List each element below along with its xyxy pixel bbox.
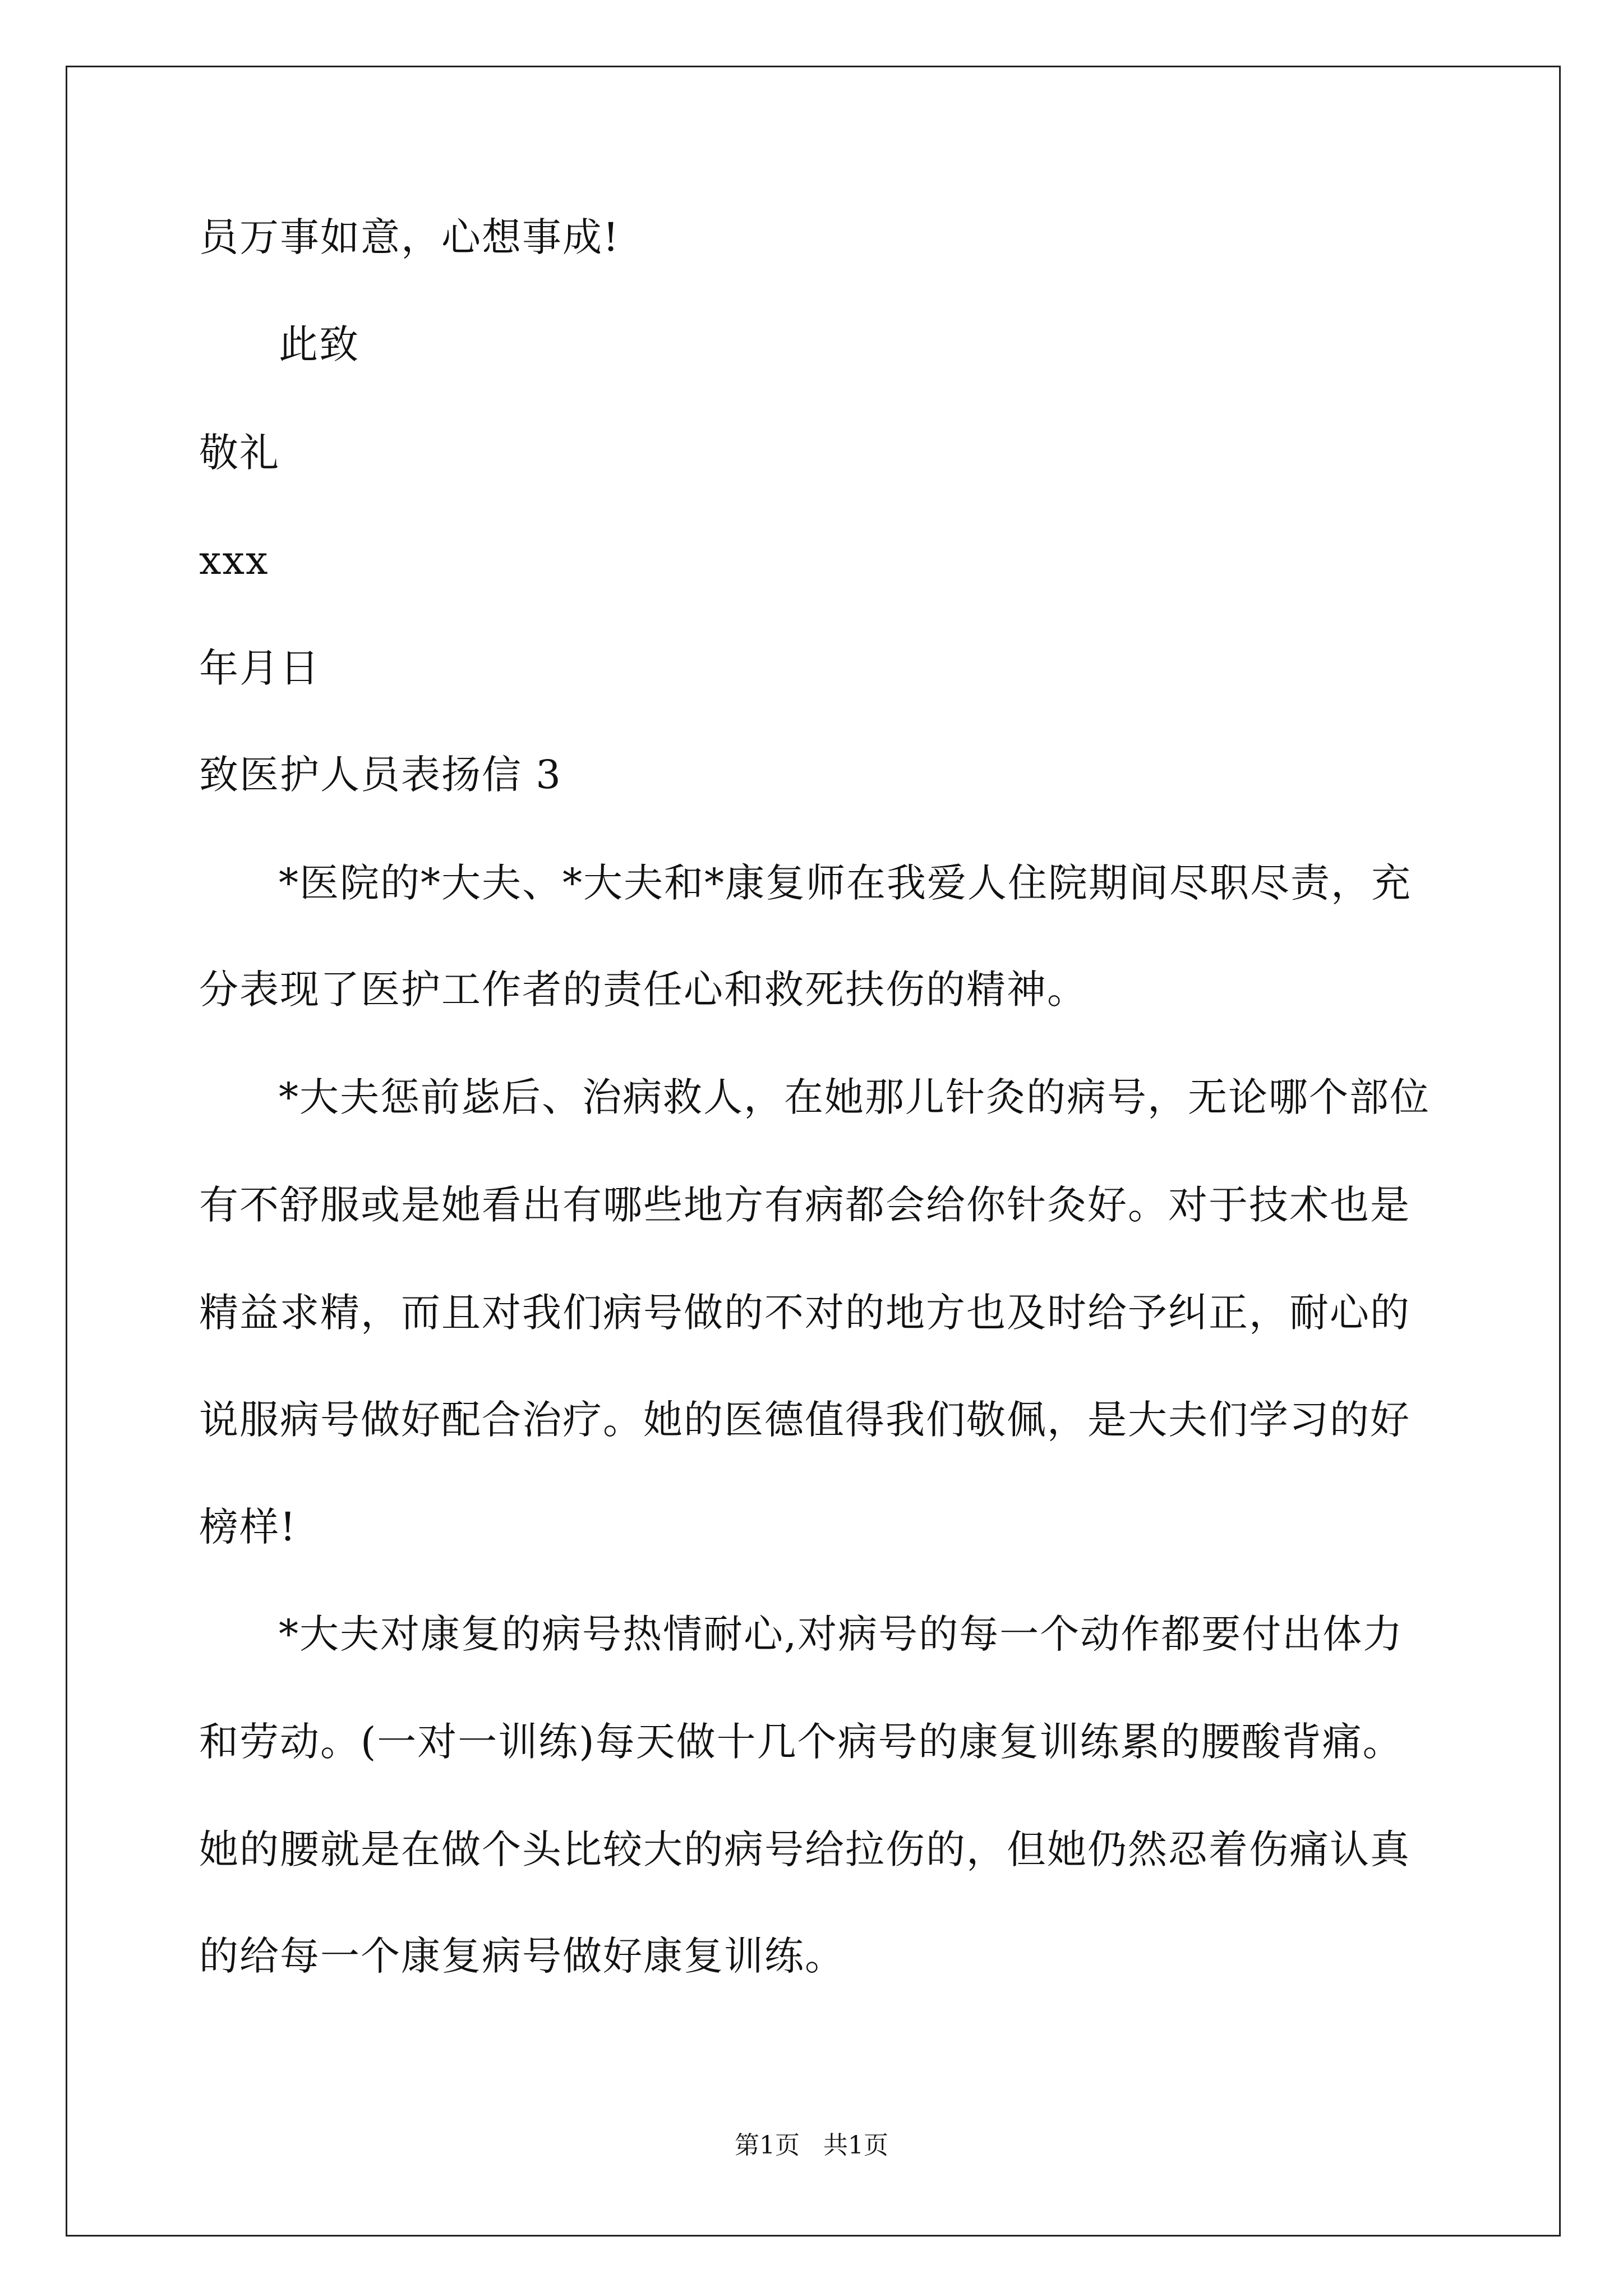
page-border	[66, 66, 1561, 2237]
page-number-footer: 第1页 共1页	[735, 2131, 888, 2160]
paragraph-3-line-4: 的给每一个康复病号做好康复训练。	[199, 1933, 845, 1979]
paragraph-2-line-2: 有不舒服或是她看出有哪些地方有病都会给你针灸好。对于技术也是	[199, 1182, 1410, 1228]
section-title: 致医护人员表扬信 3	[199, 752, 562, 798]
paragraph-1-line-1: *医院的*大夫、*大夫和*康复师在我爱人住院期间尽职尽责，充	[279, 860, 1412, 906]
date: 年月日	[199, 645, 320, 691]
paragraph-3-line-3: 她的腰就是在做个头比较大的病号给拉伤的，但她仍然忍着伤痛认真	[199, 1826, 1410, 1872]
paragraph-3-line-2: 和劳动。(一对一训练)每天做十几个病号的康复训练累的腰酸背痛。	[199, 1719, 1403, 1765]
paragraph-2-line-3: 精益求精，而且对我们病号做的不对的地方也及时给予纠正，耐心的	[199, 1290, 1410, 1336]
paragraph-2-line-4: 说服病号做好配合治疗。她的医德值得我们敬佩，是大夫们学习的好	[199, 1397, 1410, 1443]
paragraph-2-line-1: *大夫惩前毖后、治病救人，在她那儿针灸的病号，无论哪个部位	[279, 1074, 1430, 1120]
paragraph-2-line-5: 榜样!	[199, 1504, 297, 1550]
sender: xxx	[199, 537, 269, 583]
salutation: 此致	[279, 321, 359, 367]
paragraph-1-line-2: 分表现了医护工作者的责任心和救死扶伤的精神。	[199, 967, 1087, 1013]
closing-line: 员万事如意，心想事成!	[199, 214, 620, 260]
regards: 敬礼	[199, 430, 280, 476]
paragraph-3-line-1: *大夫对康复的病号热情耐心,对病号的每一个动作都要付出体力	[279, 1611, 1404, 1657]
